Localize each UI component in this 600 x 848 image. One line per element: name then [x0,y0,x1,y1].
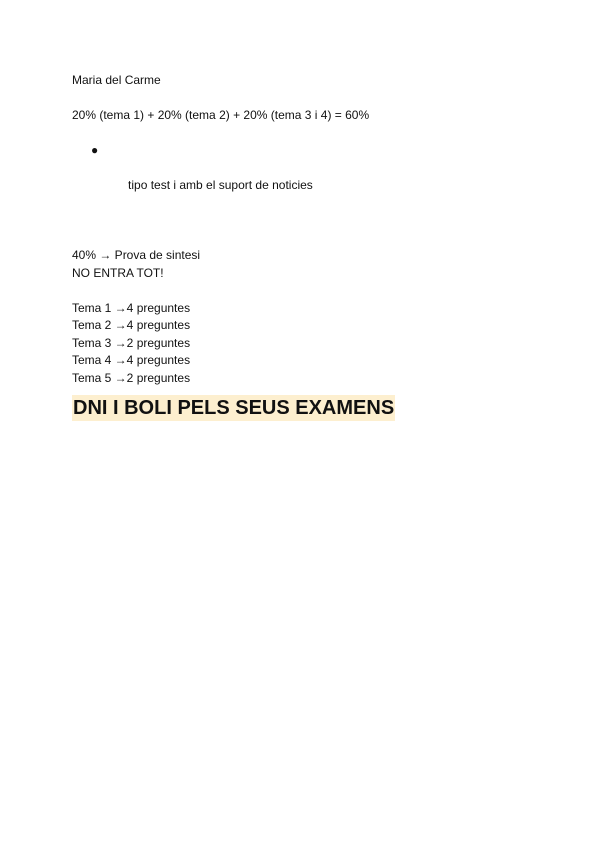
bullet-dot-icon: ● [91,143,99,157]
topic-line: Tema 5 →2 preguntes [72,370,191,385]
blank-line [72,230,542,248]
bullet-list [72,142,542,212]
topic-line: Tema 3 →2 preguntes [72,335,191,350]
author-name: Maria del Carme [72,73,161,87]
list-item [72,142,542,212]
blank-line [72,125,542,143]
synthesis-test-line: 40% → Prova de sintesi [72,248,201,262]
blank-line [72,212,542,230]
list-item-text: tipo test i amb el suport de noticies [128,178,313,192]
warning-line: NO ENTRA TOT! [72,265,164,280]
document-page [72,72,542,421]
blank-line [72,282,542,300]
blank-line [72,90,542,108]
topic-line: Tema 1 →4 preguntes [72,300,191,315]
topic-line: Tema 4 →4 preguntes [72,353,191,367]
highlighted-headline: DNI I BOLI PELS SEUS EXAMENS [73,397,395,419]
grading-formula: 20% (tema 1) + 20% (tema 2) + 20% (tema 3 i 4) = 60% [72,108,370,122]
topic-line: Tema 2 →4 preguntes [72,318,191,332]
